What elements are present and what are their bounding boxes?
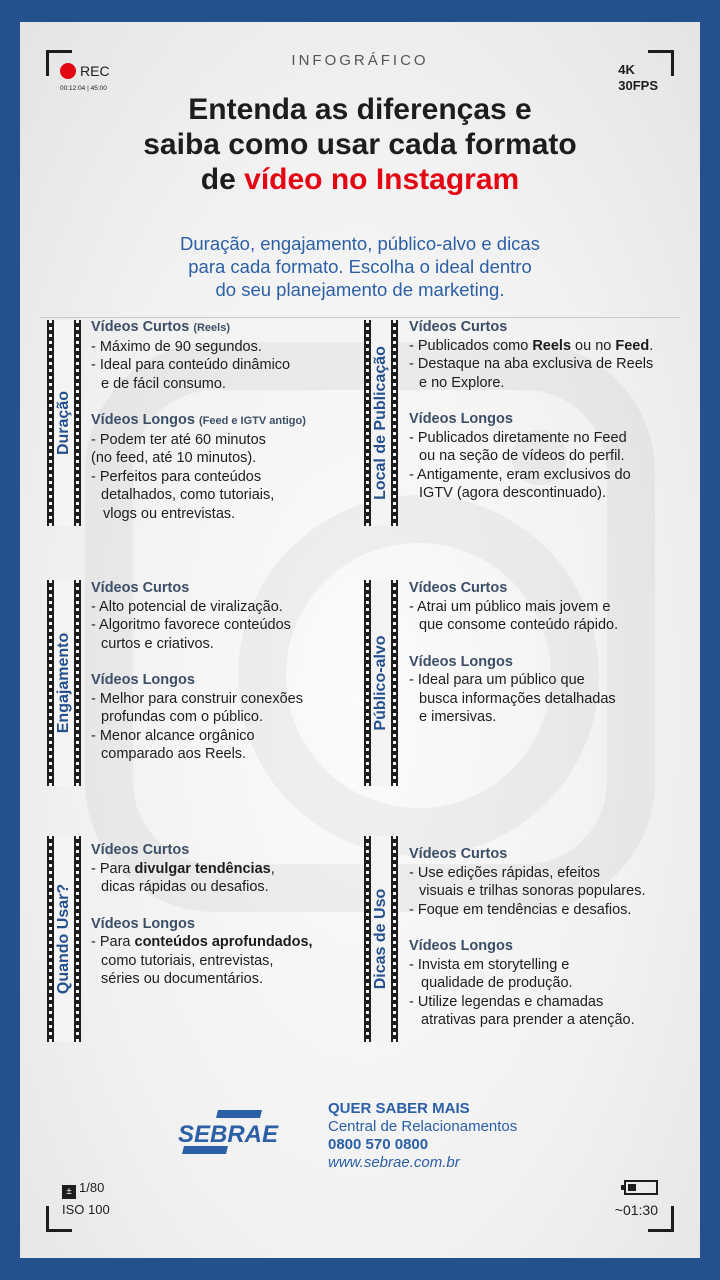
text-line: qualidade de produção. <box>421 975 573 991</box>
subtitle-line: Duração, engajamento, público-alvo e dicas <box>180 233 540 254</box>
text-line: - Ideal para um público que <box>409 672 585 688</box>
cta-title: QUER SABER MAIS <box>328 1100 470 1117</box>
section-publico <box>409 579 618 727</box>
text-line: visuais e trilhas sonoras populares. <box>419 883 646 899</box>
sebrae-logo[interactable] <box>176 1110 280 1167</box>
text-line: - Atrai um público mais jovem e <box>409 598 611 615</box>
text-line: atrativas para prender a atenção. <box>421 1012 635 1028</box>
text-line: - Menor alcance orgânico <box>91 727 255 744</box>
text-line: IGTV (agora descontinuado). <box>419 485 606 501</box>
heading: Vídeos Curtos <box>91 580 190 596</box>
heading: Vídeos Longos <box>91 915 195 932</box>
text-line: - Use edições rápidas, efeitos <box>409 864 601 881</box>
film-strip-dicas <box>364 836 398 1042</box>
section-label-local: Local de Publicação <box>372 346 389 500</box>
text-line: - Destaque na aba exclusiva de Reels <box>409 356 654 372</box>
text-line: vlogs ou entrevistas. <box>103 505 236 522</box>
heading <box>91 318 306 338</box>
text-line: dicas rápidas ou desafios. <box>101 879 269 895</box>
section-local <box>409 318 653 503</box>
text-line: comparado aos Reels. <box>101 746 247 762</box>
film-strip-publico <box>364 580 398 786</box>
fps: 30FPS <box>618 78 658 93</box>
text-line: - Para conteúdos aprofundados, <box>91 934 313 950</box>
title-line: Entenda as diferenças e <box>188 93 532 126</box>
battery-icon <box>624 1180 658 1195</box>
heading: Vídeos Curtos <box>409 319 508 335</box>
heading-text: Vídeos Longos <box>91 412 199 428</box>
text-line: séries ou documentários. <box>101 971 263 987</box>
heading: Vídeos Curtos <box>409 846 508 862</box>
section-quando <box>91 841 313 989</box>
heading-note: (Reels) <box>193 322 231 334</box>
heading <box>91 411 306 431</box>
text-line: - Antigamente, eram exclusivos do <box>409 466 631 483</box>
heading-text: Vídeos Curtos <box>91 319 194 335</box>
exposure-icon: ± <box>62 1185 76 1199</box>
heading-note: (Feed e IGTV antigo) <box>198 415 306 427</box>
rec-label: REC <box>80 63 110 79</box>
page-title <box>20 92 700 197</box>
shutter-value: 1/80 <box>79 1180 105 1195</box>
heading: Vídeos Longos <box>409 411 513 427</box>
resolution: 4K <box>618 62 635 77</box>
film-strip-duracao <box>47 320 81 526</box>
text-line: - Para divulgar tendências, <box>91 860 275 877</box>
sebrae-wordmark: SEBRAE <box>178 1121 279 1148</box>
section-label-publico: Público-alvo <box>372 635 389 731</box>
text-line: e no Explore. <box>419 374 505 391</box>
title-prefix: de <box>200 163 245 196</box>
section-label-quando: Quando Usar? <box>55 883 72 995</box>
subtitle <box>20 232 700 301</box>
cta-line: Central de Relacionamentos <box>328 1118 518 1135</box>
subtitle-line: do seu planejamento de marketing. <box>215 279 505 300</box>
section-engajamento <box>91 579 303 764</box>
text-line: - Perfeitos para conteúdos <box>91 468 262 485</box>
title-line <box>20 162 700 197</box>
text-line: e imersivas. <box>419 709 497 725</box>
iso-value: ISO 100 <box>62 1202 110 1217</box>
text-line: (no feed, até 10 minutos). <box>91 450 257 466</box>
shutter-readout <box>62 1177 110 1199</box>
text-line: - Publicados diretamente no Feed <box>409 429 627 446</box>
camera-settings <box>62 1177 110 1220</box>
phone-number[interactable]: 0800 570 0800 <box>328 1136 429 1153</box>
battery-status <box>615 1180 658 1218</box>
kicker: INFOGRÁFICO <box>291 52 429 69</box>
film-strip-engajamento <box>47 580 81 786</box>
text-line: ou na seção de vídeos do perfil. <box>419 448 625 464</box>
heading: Vídeos Longos <box>91 672 195 688</box>
title-line: saiba como usar cada formato <box>143 128 577 161</box>
text-line: - Alto potencial de viralização. <box>91 598 283 615</box>
film-strip-local <box>364 320 398 526</box>
text-line: e de fácil consumo. <box>101 375 226 392</box>
section-label-engajamento: Engajamento <box>55 632 72 734</box>
text-line: - Invista em storytelling e <box>409 956 570 973</box>
text-line: - Algoritmo favorece conteúdos <box>91 617 291 633</box>
heading: Vídeos Curtos <box>409 580 508 596</box>
infographic-card <box>20 22 700 1258</box>
film-strip-quando <box>47 836 81 1042</box>
website-link[interactable]: www.sebrae.com.br <box>328 1154 460 1171</box>
text-line: - Ideal para conteúdo dinâmico <box>91 357 291 373</box>
title-highlight: vídeo no Instagram <box>244 163 520 196</box>
rec-time: 00:12:04 | 45:00 <box>60 85 107 92</box>
text-line: curtos e criativos. <box>101 635 214 652</box>
sebrae-logo-icon <box>176 1110 280 1162</box>
subtitle-line: para cada formato. Escolha o ideal dentro <box>188 256 532 277</box>
section-label-duracao: Duração <box>55 390 72 456</box>
contact-block <box>328 1100 517 1172</box>
section-dicas <box>409 845 645 1030</box>
heading: Vídeos Longos <box>409 653 513 670</box>
heading: Vídeos Longos <box>409 938 513 954</box>
heading: Vídeos Curtos <box>91 842 190 858</box>
text-line: busca informações detalhadas <box>419 690 616 707</box>
text-line: que consome conteúdo rápido. <box>419 617 619 633</box>
section-duracao <box>91 318 306 523</box>
text-line: - Foque em tendências e desafios. <box>409 901 632 918</box>
text-line: - Melhor para construir conexões <box>91 690 303 707</box>
section-label-dicas: Dicas de Uso <box>372 888 389 990</box>
text-line: - Utilize legendas e chamadas <box>409 993 604 1010</box>
text-line: profundas com o público. <box>101 709 264 725</box>
text-line: detalhados, como tutoriais, <box>101 487 275 503</box>
text-line: - Podem ter até 60 minutos <box>91 431 266 448</box>
text-line: como tutoriais, entrevistas, <box>101 952 274 969</box>
text-line: - Publicados como Reels ou no Feed. <box>409 337 654 354</box>
time-left: ~01:30 <box>614 1202 658 1218</box>
text-line: - Máximo de 90 segundos. <box>91 338 262 355</box>
